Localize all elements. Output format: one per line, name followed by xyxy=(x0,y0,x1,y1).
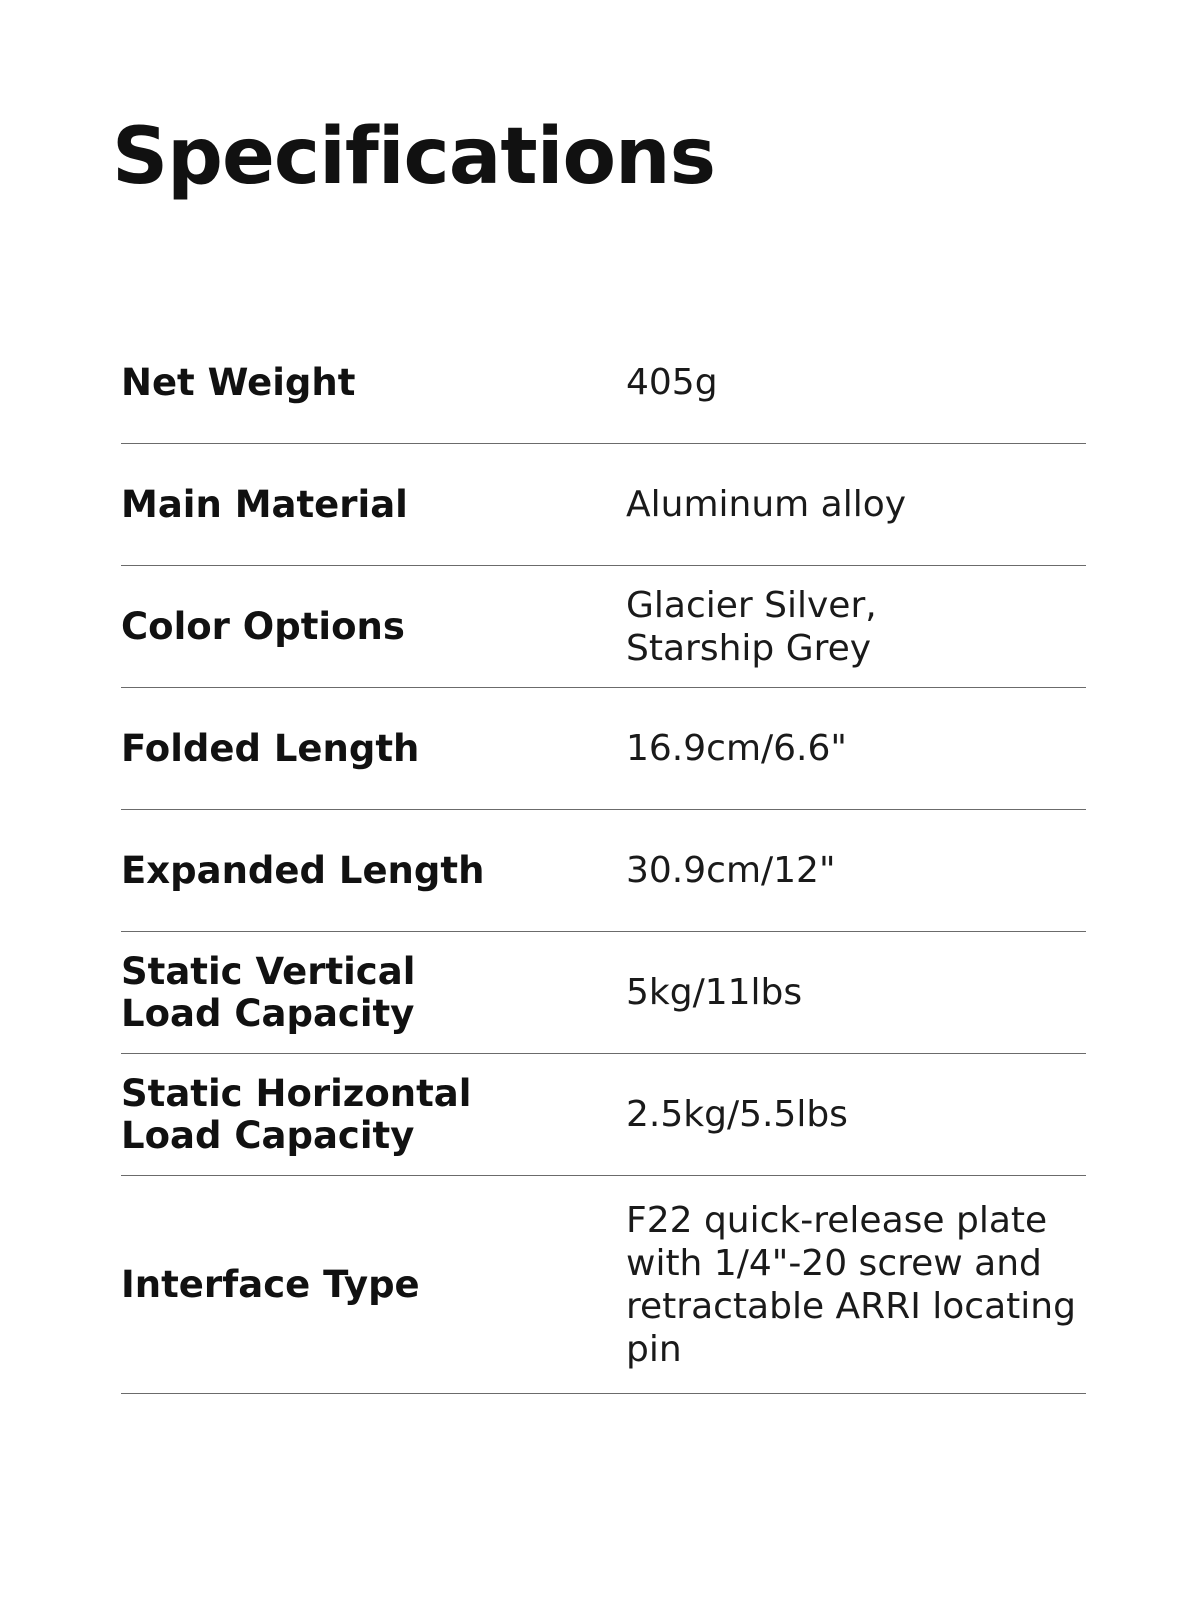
spec-row-interface-type xyxy=(121,1176,1086,1394)
spec-row-static-vertical-load xyxy=(121,932,1086,1054)
spec-row-color-options xyxy=(121,566,1086,688)
spec-value: Glacier Silver, Starship Grey xyxy=(626,584,877,669)
spec-row-net-weight xyxy=(121,322,1086,444)
spec-label: Main Material xyxy=(121,482,408,526)
spec-label: Static Vertical Load Capacity xyxy=(121,949,416,1035)
spec-label: Static Horizontal Load Capacity xyxy=(121,1071,472,1157)
spec-value: 2.5kg/5.5lbs xyxy=(626,1094,848,1135)
spec-row-expanded-length xyxy=(121,810,1086,932)
spec-value: Aluminum alloy xyxy=(626,484,907,525)
spec-row-static-horizontal-load xyxy=(121,1054,1086,1176)
spec-value: 16.9cm/6.6" xyxy=(626,728,847,769)
spec-value: 5kg/11lbs xyxy=(626,972,803,1013)
spec-label: Interface Type xyxy=(121,1262,420,1306)
spec-label: Net Weight xyxy=(121,360,356,404)
spec-table xyxy=(121,322,1086,1394)
spec-value: 405g xyxy=(626,362,718,403)
spec-value: 30.9cm/12" xyxy=(626,850,836,891)
spec-label: Expanded Length xyxy=(121,848,485,892)
spec-row-folded-length xyxy=(121,688,1086,810)
spec-row-main-material xyxy=(121,444,1086,566)
spec-label: Folded Length xyxy=(121,726,420,770)
spec-label: Color Options xyxy=(121,604,405,648)
spec-value: F22 quick-release plate with 1/4"-20 screw and retractable ARRI locating pin xyxy=(626,1199,1076,1370)
page-title: Specifications xyxy=(112,112,715,202)
